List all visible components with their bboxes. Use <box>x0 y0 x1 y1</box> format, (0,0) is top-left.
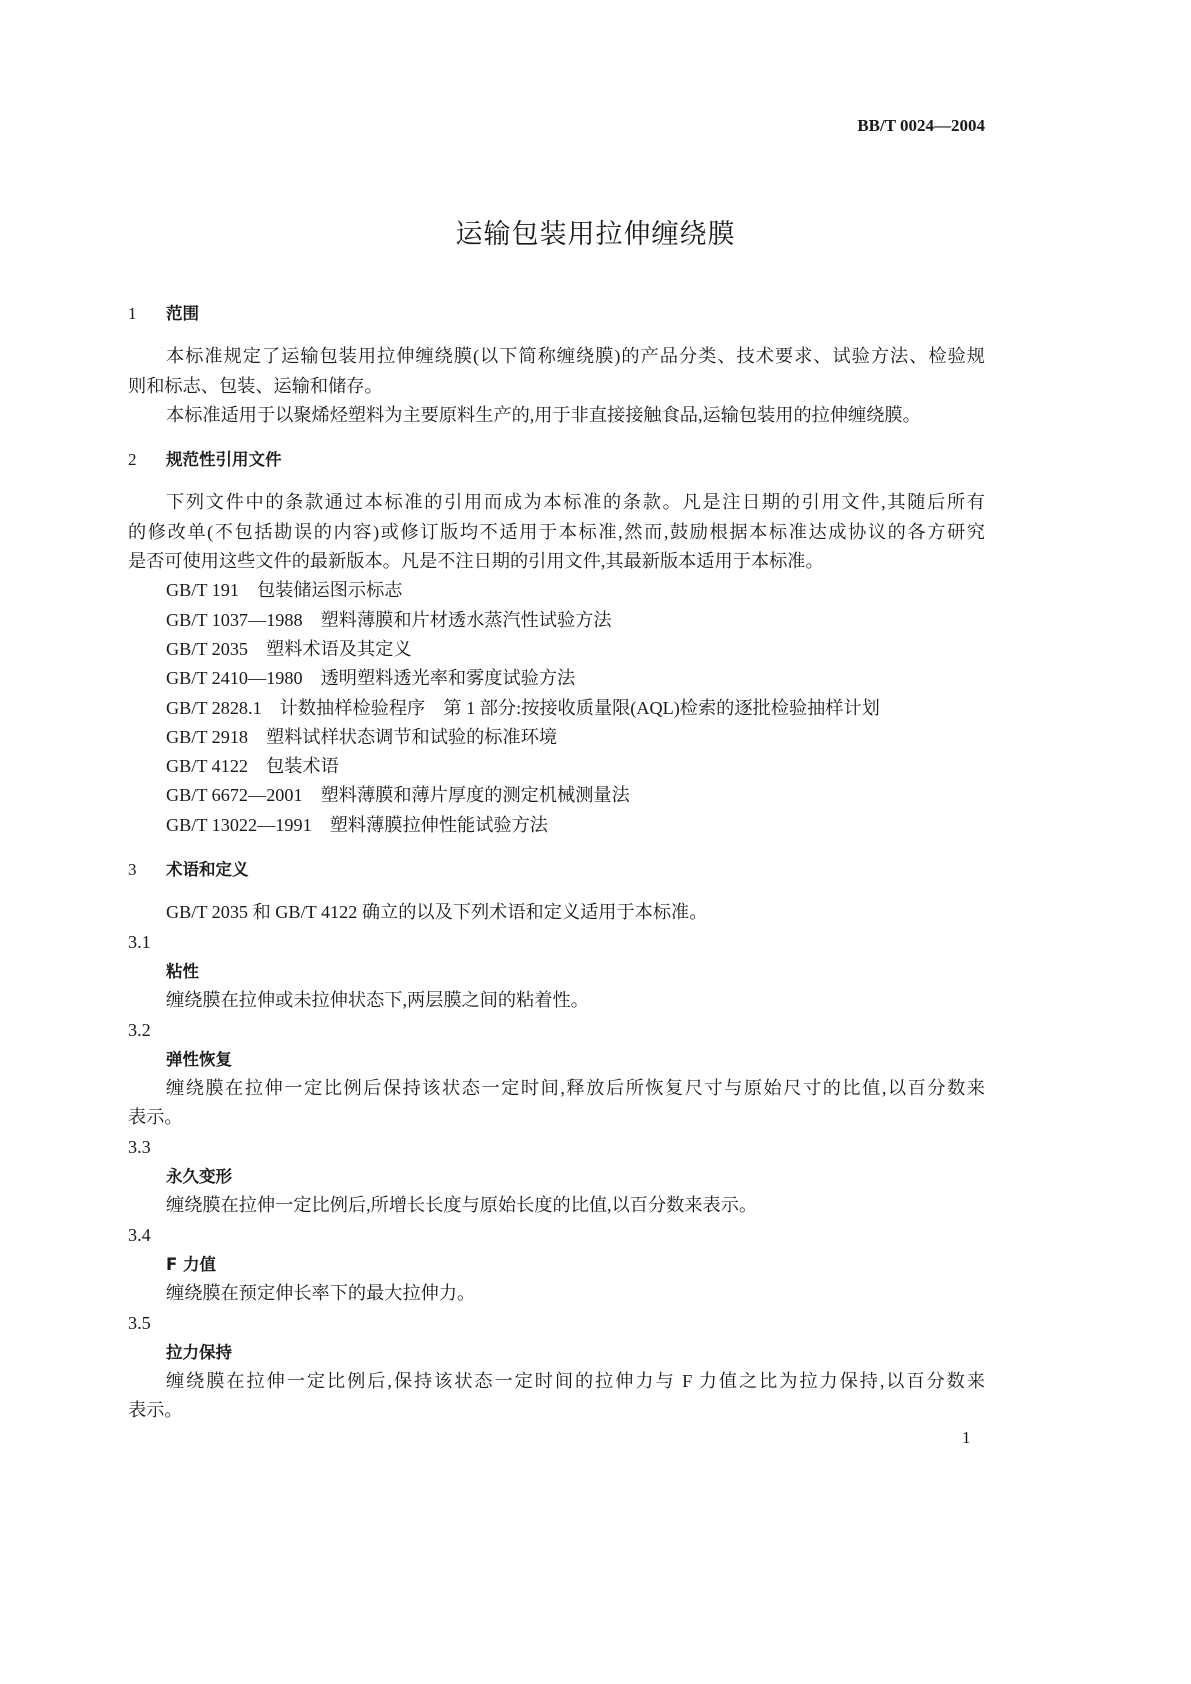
document-title: 运输包装用拉伸缠绕膜 <box>455 219 736 250</box>
term-definition-line: 表示。 <box>128 1107 183 1128</box>
section-title: 规范性引用文件 <box>166 450 282 470</box>
section-title: 范围 <box>166 304 199 323</box>
reference-item <box>128 752 985 781</box>
reference-item <box>128 576 985 605</box>
section-title: 术语和定义 <box>166 860 249 880</box>
reference-title: 塑料薄膜和薄片厚度的测定机械测量法 <box>320 785 630 806</box>
term-number: 3.3 <box>128 1136 151 1157</box>
reference-item <box>128 811 985 840</box>
reference-title: 塑料薄膜拉伸性能试验方法 <box>329 814 548 835</box>
paragraph-line: 是否可使用这些文件的最新版本。凡是不注日期的引用文件,其最新版本适用于本标准。 <box>128 551 824 572</box>
reference-title: 计数抽样检验程序 第 1 部分:按接收质量限(AQL)检索的逐批检验抽样计划 <box>279 697 880 718</box>
term-entry <box>128 1309 985 1426</box>
reference-code: GB/T 191 <box>166 580 239 601</box>
term-entry <box>128 1221 985 1309</box>
reference-code: GB/T 2410—1980 <box>166 668 303 689</box>
term-name: F 力值 <box>166 1254 217 1274</box>
reference-title: 塑料术语及其定义 <box>266 638 412 659</box>
reference-item <box>128 694 985 723</box>
paragraph-line: 本标准规定了运输包装用拉伸缠绕膜(以下简称缠绕膜)的产品分类、技术要求、试验方法、检验规 <box>166 346 985 367</box>
term-name: 永久变形 <box>166 1167 232 1187</box>
term-name: 粘性 <box>166 961 199 981</box>
standard-number: BB/T 0024—2004 <box>857 116 985 135</box>
term-definition-line: 缠绕膜在拉伸一定比例后,所增长长度与原始长度的比值,以百分数来表示。 <box>166 1195 758 1216</box>
reference-item <box>128 664 985 693</box>
term-number: 3.4 <box>128 1224 151 1245</box>
page-number: 1 <box>962 1428 971 1447</box>
section-number: 1 <box>128 304 137 323</box>
reference-item <box>128 635 985 664</box>
reference-item <box>128 723 985 752</box>
reference-code: GB/T 2918 <box>166 726 249 747</box>
term-name: 弹性恢复 <box>166 1049 232 1069</box>
reference-item <box>128 781 985 810</box>
term-definition-line: 缠绕膜在预定伸长率下的最大拉伸力。 <box>166 1283 476 1304</box>
section-heading-normative-references <box>128 445 985 474</box>
reference-code: GB/T 6672—2001 <box>166 785 303 806</box>
term-entry <box>128 928 985 1016</box>
term-definition-line: 缠绕膜在拉伸一定比例后保持该状态一定时间,释放后所恢复尺寸与原始尺寸的比值,以百分数来 <box>166 1078 985 1099</box>
section-number: 3 <box>128 860 137 880</box>
paragraph-line: GB/T 2035 和 GB/T 4122 确立的以及下列术语和定义适用于本标准。 <box>166 902 708 923</box>
term-number: 3.2 <box>128 1019 151 1040</box>
reference-title: 包装储运图示标志 <box>256 580 403 601</box>
term-name: 拉力保持 <box>166 1342 232 1362</box>
paragraph-line: 的修改单(不包括勘误的内容)或修订版均不适用于本标准,然而,鼓励根据本标准达成协议的各方研究 <box>128 521 985 542</box>
section-number: 2 <box>128 450 137 470</box>
section-heading-terms <box>128 855 985 884</box>
paragraph-line: 则和标志、包装、运输和储存。 <box>128 375 383 396</box>
term-list <box>128 928 985 1426</box>
reference-code: GB/T 2828.1 <box>166 697 262 718</box>
reference-code: GB/T 13022—1991 <box>166 814 312 835</box>
term-entry <box>128 1016 985 1133</box>
reference-code: GB/T 4122 <box>166 756 249 777</box>
term-definition-line: 缠绕膜在拉伸一定比例后,保持该状态一定时间的拉伸力与 F 力值之比为拉力保持,以百分数来 <box>166 1371 985 1392</box>
paragraph-line: 下列文件中的条款通过本标准的引用而成为本标准的条款。凡是注日期的引用文件,其随后所有 <box>166 492 985 513</box>
reference-title: 塑料薄膜和片材透水蒸汽性试验方法 <box>320 609 612 630</box>
section-heading-scope <box>128 299 985 328</box>
reference-title: 包装术语 <box>266 756 339 777</box>
document-body <box>128 299 985 1426</box>
reference-code: GB/T 1037—1988 <box>166 609 303 630</box>
term-entry <box>128 1133 985 1221</box>
reference-list <box>128 576 985 840</box>
term-definition-line: 缠绕膜在拉伸或未拉伸状态下,两层膜之间的粘着性。 <box>166 990 589 1011</box>
reference-code: GB/T 2035 <box>166 638 249 659</box>
reference-item <box>128 606 985 635</box>
term-number: 3.5 <box>128 1312 151 1333</box>
reference-title: 透明塑料透光率和雾度试验方法 <box>320 668 576 689</box>
reference-title: 塑料试样状态调节和试验的标准环境 <box>266 726 558 747</box>
term-number: 3.1 <box>128 931 151 952</box>
term-definition-line: 表示。 <box>128 1400 183 1421</box>
paragraph-line: 本标准适用于以聚烯烃塑料为主要原料生产的,用于非直接接触食品,运输包装用的拉伸缠绕膜。 <box>166 404 921 425</box>
